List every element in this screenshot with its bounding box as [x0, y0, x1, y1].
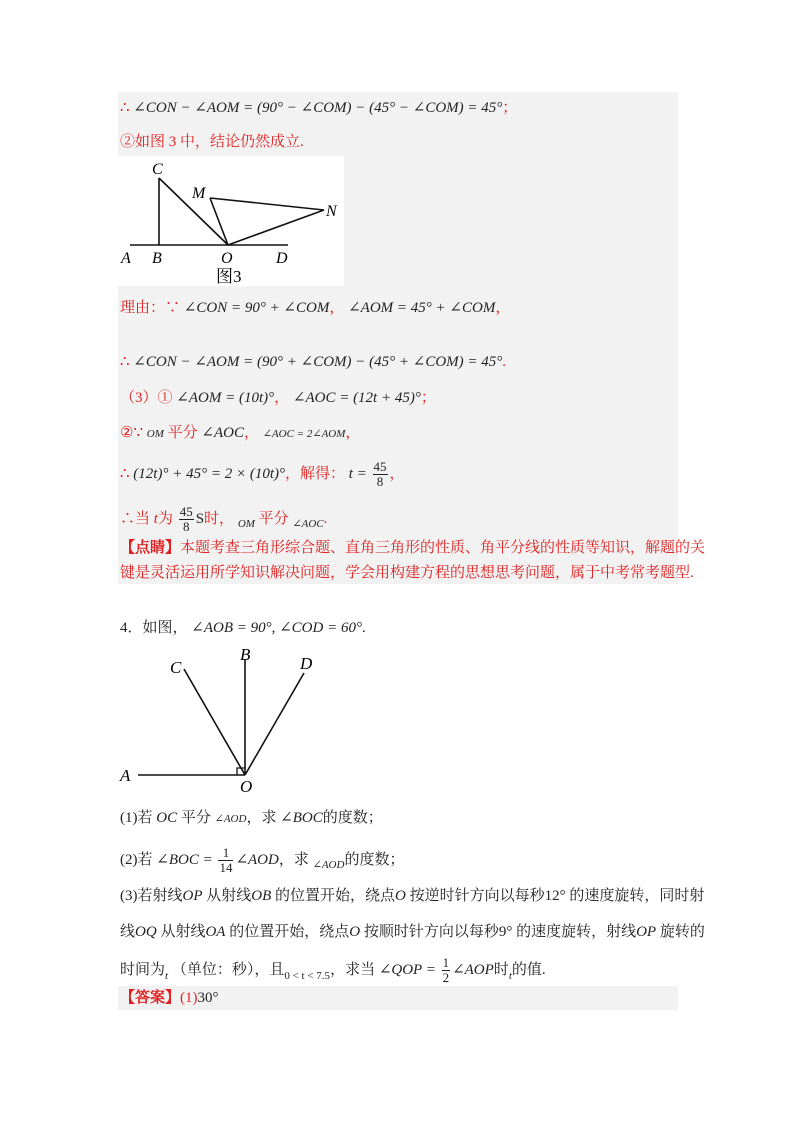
comment-line-2: [120, 563, 694, 583]
because-symbol: ∵: [165, 300, 181, 316]
word: 的速度旋转，同时射: [569, 888, 705, 904]
punct: ，: [389, 465, 405, 482]
bisect-word: 平分: [258, 510, 289, 527]
figure-4: [118, 645, 328, 795]
numerator: 45: [179, 504, 193, 519]
bisect-line: [120, 423, 360, 444]
label-o: O: [240, 777, 253, 795]
variable-t: t: [508, 969, 512, 982]
reason-line: [120, 298, 510, 318]
equation: ∠AOB = 90°, ∠COD = 60°: [191, 620, 362, 636]
word: 为: [157, 510, 173, 527]
answer-value: 30°: [197, 990, 219, 1006]
angle: ∠AOD: [235, 851, 279, 868]
punct: ；: [420, 390, 436, 406]
problem-number: 4．如图，: [120, 620, 188, 636]
answer-label: 【答案】: [120, 990, 181, 1006]
word: 的值.: [511, 961, 546, 978]
fraction: [373, 460, 388, 489]
statement: ②如图 3 中，结论仍然成立.: [120, 134, 304, 150]
punct: ，: [495, 300, 511, 316]
rate-value: 9°: [498, 924, 513, 940]
equation: ∠CON − ∠AOM = (90° + ∠COM) − (45° + ∠COM) = 45°: [133, 354, 503, 370]
word: 平分: [180, 810, 211, 826]
point-o: O: [395, 888, 406, 904]
part-label: （3）①: [120, 390, 173, 406]
segment-mo: [210, 198, 228, 245]
point-o: O: [349, 924, 361, 940]
therefore-symbol: ∴: [120, 354, 130, 370]
variable-t: t: [153, 510, 158, 527]
numerator: 1: [442, 955, 450, 970]
label-a: A: [121, 250, 131, 267]
punct: .: [323, 510, 328, 527]
angle: ∠AOD: [214, 813, 247, 825]
range: 0 < t < 7.5: [284, 969, 331, 982]
fraction: [179, 505, 194, 534]
label-m: M: [192, 185, 206, 202]
punct: ，: [329, 300, 345, 316]
question-3-line-3: [120, 956, 546, 985]
solve-word: ，解得：: [284, 465, 345, 482]
ray-oq: OQ: [135, 924, 157, 940]
step-label: ②∵: [120, 425, 143, 441]
equation: ∠AOM = 45° + ∠COM: [348, 300, 496, 316]
question-2: [120, 846, 404, 875]
word: 的位置开始，绕点: [229, 924, 350, 940]
equation: ∠AOM = (10t)°: [176, 390, 275, 406]
segment-mn: [210, 198, 324, 210]
numerator: 45: [373, 459, 387, 474]
punct: .: [361, 620, 366, 636]
label-o: O: [221, 250, 233, 267]
part-3-line: [120, 388, 436, 408]
equation: (12t)° + 45° = 2 × (10t)°: [133, 465, 285, 482]
equation: ∠CON = 90° + ∠COM: [183, 300, 330, 316]
punct: .: [502, 354, 507, 370]
segment-on: [228, 210, 324, 245]
figure-4-svg: [118, 645, 328, 795]
figure-3-svg: [118, 156, 344, 286]
equation: ∠BOC =: [156, 851, 213, 868]
rate-value: 12°: [544, 888, 566, 904]
punct: ，: [345, 425, 361, 441]
angle: ∠AOC: [292, 517, 324, 530]
word: 按顺时针方向以每秒: [363, 924, 499, 940]
equation-line: [120, 460, 405, 489]
therefore-symbol: ∴: [120, 465, 130, 482]
reason-label: 理由：: [120, 300, 166, 316]
variable-t: t: [165, 969, 169, 982]
fraction: [442, 956, 451, 985]
equation: ∠AOC = (12t + 45)°: [292, 390, 421, 406]
word: 的度数；: [322, 810, 383, 826]
ray-oa: OA: [205, 924, 226, 940]
angle: ∠AOD: [312, 858, 345, 871]
word: 的位置开始，绕点: [275, 888, 396, 904]
comment-text: 键是灵活运用所学知识解决问题，学会用构建方程的思想思考问题，属于中考常考题型.: [120, 565, 694, 581]
answer-line: [120, 988, 219, 1008]
label-a: A: [120, 766, 131, 785]
figure-caption: 图3: [216, 267, 242, 286]
ray-op: OP: [182, 888, 203, 904]
ray-op: OP: [636, 924, 657, 940]
denominator: 8: [182, 519, 190, 534]
word: 时，: [204, 510, 235, 527]
word: 的度数；: [344, 851, 405, 868]
word: 的速度旋转，射线: [516, 924, 637, 940]
conclusion-prefix: ∴当: [120, 510, 151, 527]
equation: ∠QOP =: [378, 961, 436, 978]
equation: ∠CON − ∠AOM = (90° − ∠COM) − (45° − ∠COM) = 45°: [133, 100, 503, 116]
punct: ，: [274, 390, 290, 406]
angle: ∠BOC: [280, 810, 323, 826]
ray-od: [245, 673, 304, 775]
question-1: [120, 808, 383, 829]
therefore-line-2: [120, 352, 506, 372]
angle: ∠AOC: [201, 425, 244, 441]
question-label: (2)若: [120, 851, 153, 868]
numerator: 1: [218, 846, 233, 861]
bisect-word: 平分: [167, 425, 198, 441]
word: 时: [493, 961, 509, 978]
word: 从射线: [206, 888, 252, 904]
label-d: D: [276, 250, 288, 267]
denominator: 8: [376, 474, 384, 489]
unit: S: [195, 510, 205, 527]
fraction: [218, 846, 233, 875]
ray-oc: [184, 669, 245, 775]
word: (3)若射线: [120, 888, 183, 904]
punct: ；: [502, 100, 518, 116]
word: 时间为: [120, 961, 166, 978]
word: 按逆时针方向以每秒: [409, 888, 545, 904]
equation: ∠AOC = 2∠AOM: [262, 428, 346, 440]
label-n: N: [326, 203, 337, 220]
word: ，求当: [330, 961, 376, 978]
word: ，求: [278, 851, 309, 868]
figure-3: [118, 156, 344, 286]
label-b: B: [152, 250, 162, 267]
word: ，求: [246, 810, 277, 826]
ray-ob: OB: [251, 888, 272, 904]
angle: ∠AOP: [452, 961, 494, 978]
solution-line-2: [120, 132, 304, 152]
ray-oc: OC: [156, 810, 178, 826]
label-d: D: [300, 654, 313, 673]
label-c: C: [152, 161, 163, 178]
question-3-line-1: [120, 886, 704, 906]
ray-om: OM: [146, 428, 164, 440]
comment-text: 本题考查三角形综合题、直角三角形的性质、角平分线的性质等知识，解题的关: [180, 540, 706, 556]
therefore-symbol: ∴: [120, 100, 130, 116]
word: （单位：秒），且: [171, 961, 285, 978]
solution-line-1: [120, 98, 517, 118]
question-3-line-2: [120, 922, 705, 942]
word: 从射线: [160, 924, 206, 940]
label-b: B: [240, 645, 251, 664]
conclusion-line: [120, 505, 327, 534]
word: 旋转的: [659, 924, 705, 940]
problem-4-intro: [120, 618, 366, 638]
comment-line-1: [120, 538, 705, 558]
label-c: C: [170, 658, 182, 677]
answer-part: (1): [180, 990, 198, 1006]
denominator: 2: [442, 970, 450, 985]
ray-om: OM: [237, 517, 255, 530]
word: 线: [120, 924, 136, 940]
punct: ，: [243, 425, 259, 441]
question-label: (1)若: [120, 810, 153, 826]
comment-label: 【点睛】: [120, 540, 181, 556]
variable-t: t =: [348, 465, 367, 482]
denominator: 14: [219, 860, 233, 875]
